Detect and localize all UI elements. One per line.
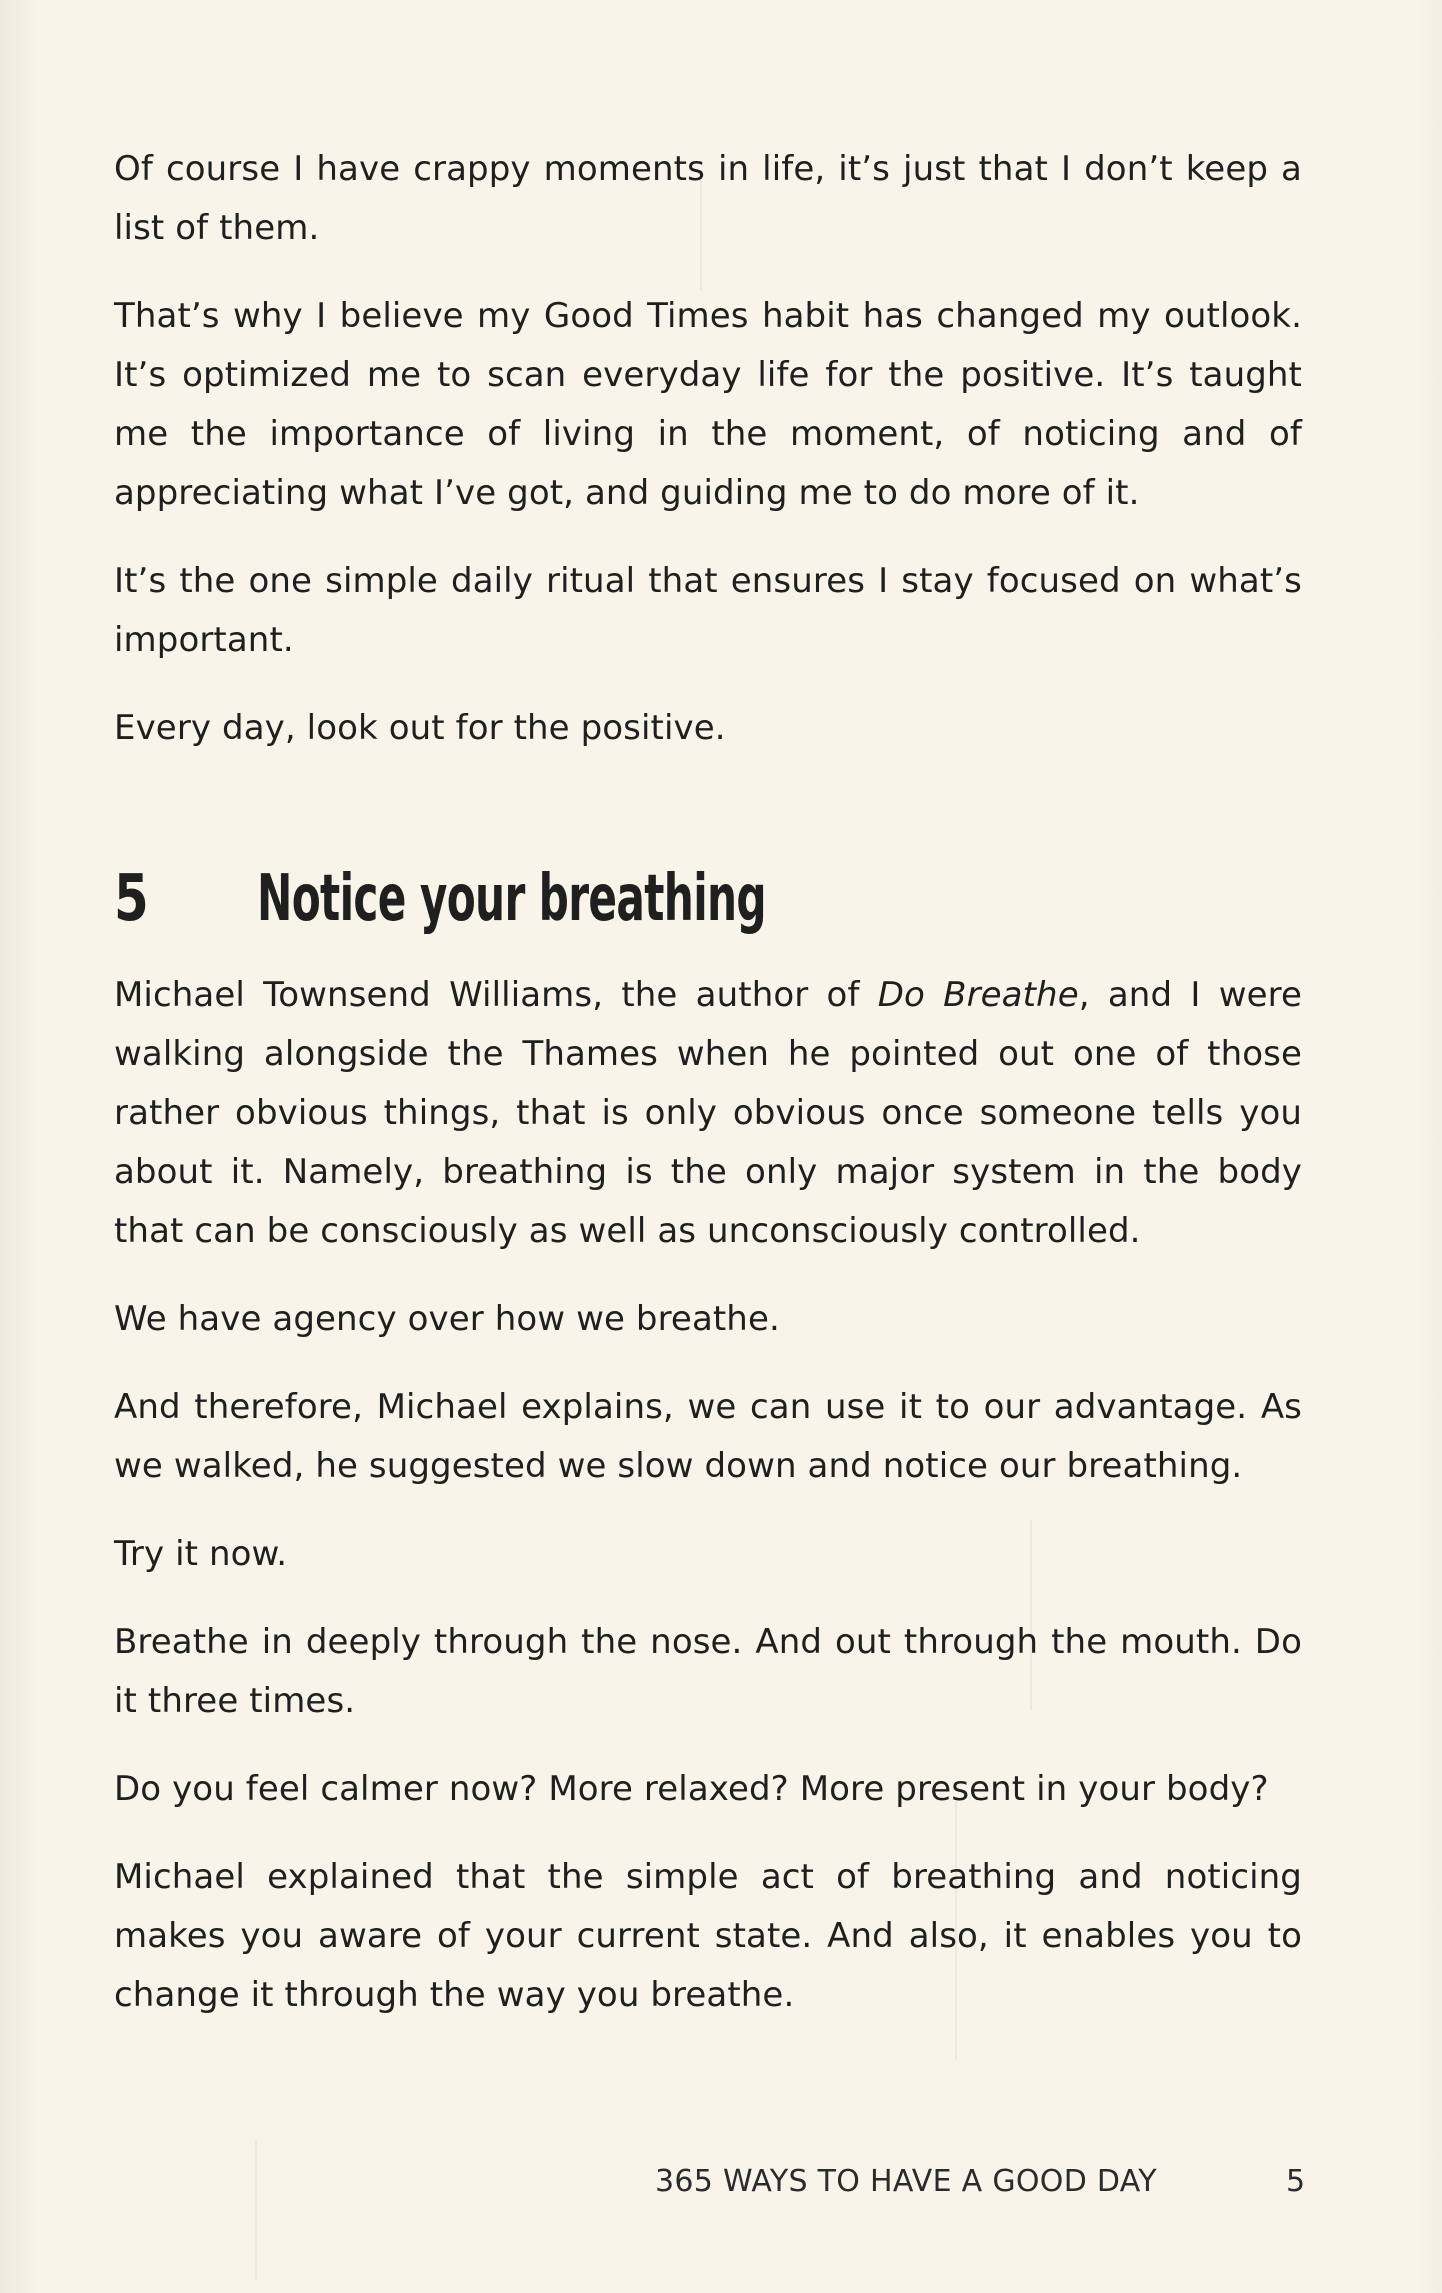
paragraph: Every day, look out for the positive. bbox=[114, 708, 726, 748]
paragraph: And therefore, Michael explains, we can use it to our advantage. As we walked, he suggested we slow down and notice our breathing. bbox=[114, 1387, 1302, 1486]
paragraph: Try it now. bbox=[114, 1534, 288, 1574]
show-through-mark bbox=[255, 2140, 257, 2280]
paragraph: Do you feel calmer now? More relaxed? More present in your body? bbox=[114, 1769, 1269, 1809]
page-number: 5 bbox=[1286, 2164, 1306, 2199]
paragraph: Breathe in deeply through the nose. And out through the mouth. Do it three times. bbox=[114, 1622, 1302, 1721]
paragraph: That’s why I believe my Good Times habit has changed my outlook. It’s optimized me to scan everyday life for the positive. It’s taught me the importance of living in the moment, of noticing and of appreciating what I’ve got, and guiding me to do more of it. bbox=[114, 296, 1302, 513]
paragraph: It’s the one simple daily ritual that ensures I stay focused on what’s important. bbox=[114, 561, 1302, 660]
paragraph: We have agency over how we breathe. bbox=[114, 1299, 780, 1339]
running-title: 365 WAYS TO HAVE A GOOD DAY bbox=[655, 2164, 1157, 2199]
page-footer bbox=[0, 2164, 1442, 2204]
section-title: Notice your breathing bbox=[257, 862, 767, 936]
section-heading bbox=[114, 856, 1302, 942]
intro-text-start: Michael Townsend Williams, the author of bbox=[114, 975, 878, 1015]
paragraph-intro bbox=[114, 966, 1302, 1261]
section-number: 5 bbox=[114, 862, 148, 936]
book-title: Do Breathe bbox=[877, 975, 1079, 1015]
paragraph: Michael explained that the simple act of breathing and noticing makes you aware of your current state. And also, it enables you to change it through the way you breathe. bbox=[114, 1857, 1302, 2015]
intro-text-end: , and I were walking alongside the Thames when he pointed out one of those rather obvious things, that is only obvious once someone tells you about it. Namely, breathing is the only major system in the body that can be consciously as well as unconsciously controlled. bbox=[114, 975, 1302, 1251]
paragraph: Of course I have crappy moments in life, it’s just that I don’t keep a list of them. bbox=[114, 149, 1302, 248]
page-content bbox=[114, 140, 1302, 2025]
